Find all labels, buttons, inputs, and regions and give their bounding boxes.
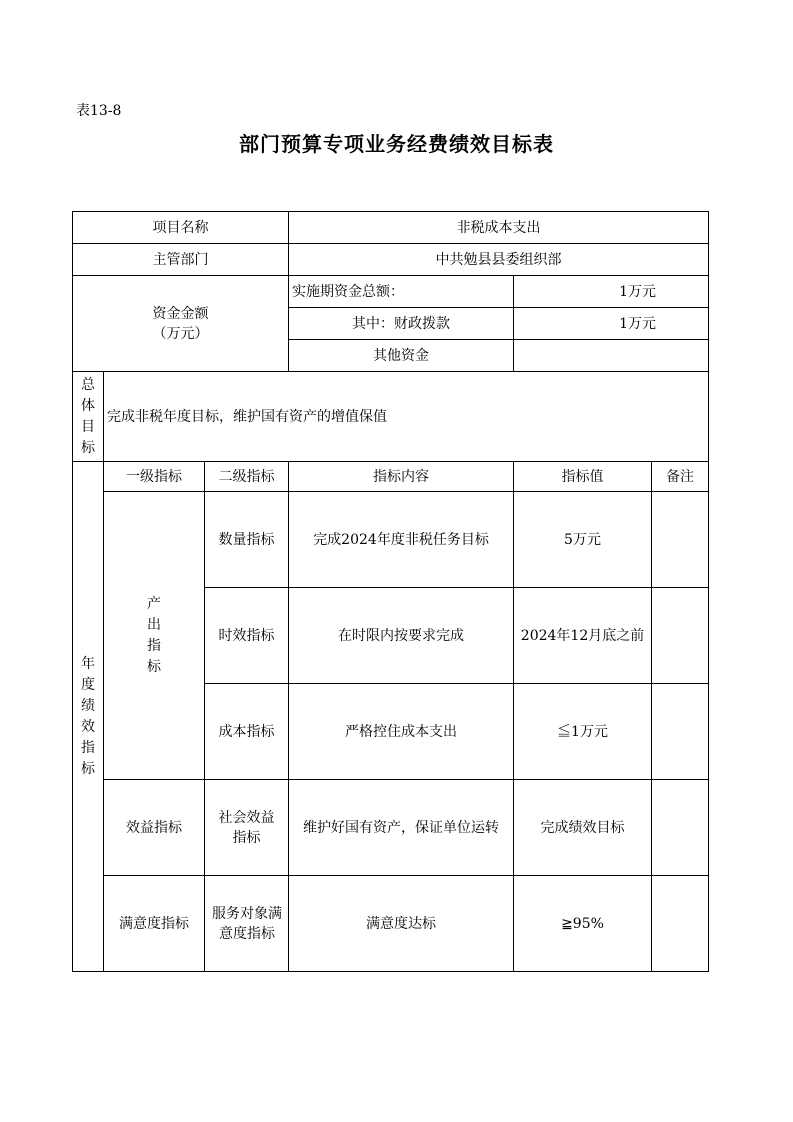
other-fund-label: 其他资金	[289, 340, 514, 372]
overall-target-content: 完成非税年度目标，维护国有资产的增值保值	[104, 372, 709, 462]
other-fund-value	[514, 340, 709, 372]
total-fund-value: 1万元	[514, 276, 709, 308]
indicator-note	[652, 492, 709, 588]
level2-indicator: 服务对象满意度指标	[205, 876, 289, 972]
fiscal-fund-label: 其中：财政拨款	[289, 308, 514, 340]
header-content: 指标内容	[289, 462, 514, 492]
indicator-note	[652, 876, 709, 972]
indicator-content: 完成2024年度非税任务目标	[289, 492, 514, 588]
indicator-note	[652, 684, 709, 780]
table-number: 表13-8	[76, 103, 122, 119]
department-value: 中共勉县县委组织部	[289, 244, 709, 276]
level2-indicator: 社会效益指标	[205, 780, 289, 876]
department-row	[73, 244, 709, 276]
page-title: 部门预算专项业务经费绩效目标表	[239, 132, 554, 156]
indicator-content: 严格控住成本支出	[289, 684, 514, 780]
table-row	[73, 876, 709, 972]
department-label: 主管部门	[73, 244, 289, 276]
level2-indicator: 成本指标	[205, 684, 289, 780]
indicator-value: ≦1万元	[514, 684, 652, 780]
project-name-label: 项目名称	[73, 212, 289, 244]
project-name-value: 非税成本支出	[289, 212, 709, 244]
indicator-content: 满意度达标	[289, 876, 514, 972]
indicator-note	[652, 588, 709, 684]
level2-indicator: 数量指标	[205, 492, 289, 588]
project-name-row	[73, 212, 709, 244]
overall-target-row	[73, 372, 709, 462]
header-note: 备注	[652, 462, 709, 492]
annual-indicators-label: 年度绩效指标	[73, 462, 104, 972]
indicator-header-row	[73, 462, 709, 492]
table-row	[73, 492, 709, 588]
indicator-value: ≧95%	[514, 876, 652, 972]
performance-target-table	[72, 211, 709, 972]
header-level1: 一级指标	[104, 462, 205, 492]
level1-indicator: 效益指标	[104, 780, 205, 876]
table-row	[73, 780, 709, 876]
indicator-note	[652, 780, 709, 876]
indicator-value: 完成绩效目标	[514, 780, 652, 876]
fund-amount-label-line1: 资金金额	[152, 305, 209, 322]
header-level2: 二级指标	[205, 462, 289, 492]
fund-total-row	[73, 276, 709, 308]
fund-amount-label	[73, 276, 289, 372]
indicator-value: 5万元	[514, 492, 652, 588]
fund-amount-label-line2: （万元）	[152, 325, 209, 342]
indicator-content: 在时限内按要求完成	[289, 588, 514, 684]
header-value: 指标值	[514, 462, 652, 492]
fiscal-fund-value: 1万元	[514, 308, 709, 340]
output-indicator-label: 产出指标	[104, 492, 205, 780]
level2-indicator: 时效指标	[205, 588, 289, 684]
indicator-value: 2024年12月底之前	[514, 588, 652, 684]
total-fund-label: 实施期资金总额：	[289, 276, 514, 308]
overall-target-label: 总体目标	[73, 372, 104, 462]
level1-indicator: 满意度指标	[104, 876, 205, 972]
indicator-content: 维护好国有资产，保证单位运转	[289, 780, 514, 876]
